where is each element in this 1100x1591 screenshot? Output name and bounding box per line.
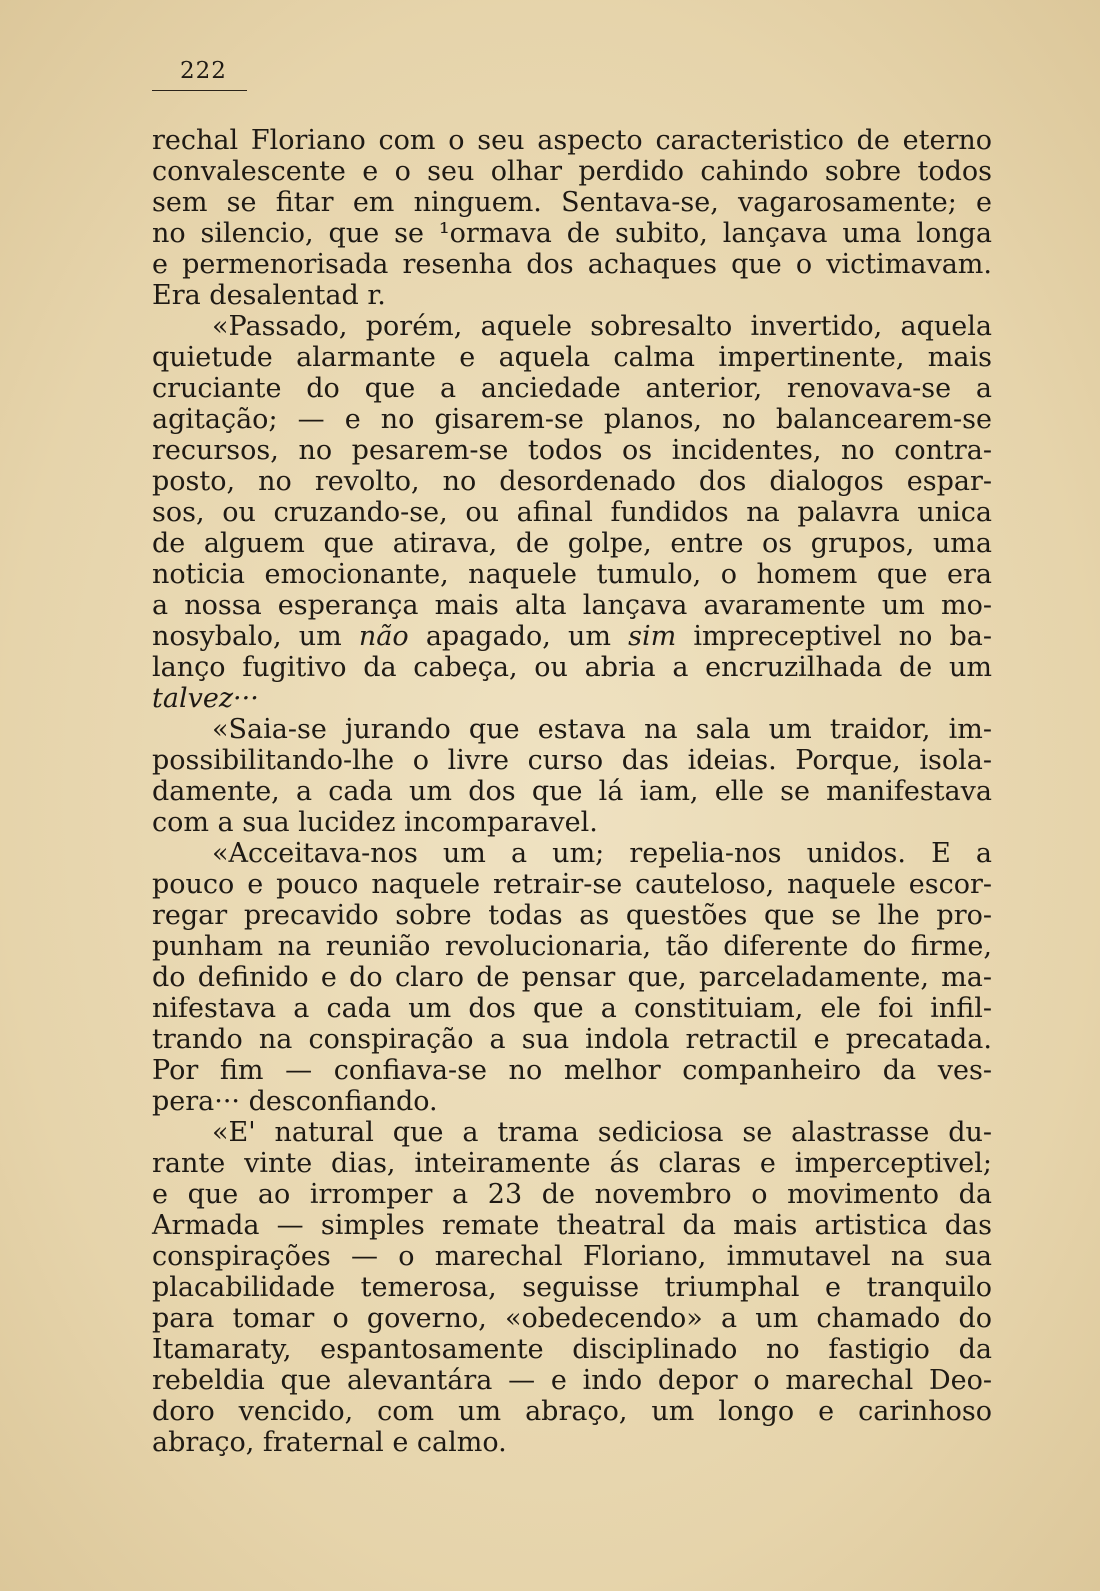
text-segment: e permenorisada resenha dos achaques que o victimavam. bbox=[152, 249, 992, 280]
text-line bbox=[152, 776, 992, 807]
text-segment: e que ao irromper a 23 de novembro o movimento da bbox=[152, 1179, 992, 1210]
text-line bbox=[152, 1365, 992, 1396]
text-line bbox=[152, 249, 992, 280]
text-line bbox=[152, 993, 992, 1024]
text-line bbox=[152, 590, 992, 621]
text-segment: abraço, fraternal e calmo. bbox=[152, 1427, 507, 1458]
text-line bbox=[152, 466, 992, 497]
text-segment: rebeldia que alevantára — e indo depor o marechal Deo- bbox=[152, 1365, 992, 1396]
text-line bbox=[152, 1396, 992, 1427]
text-segment: nifestava a cada um dos que a constituiam, ele foi infil- bbox=[152, 993, 992, 1024]
text-segment: possibilitando-lhe o livre curso das ideias. Porque, isola- bbox=[152, 745, 992, 776]
text-segment: para tomar o governo, «obedecendo» a um chamado do bbox=[152, 1303, 992, 1334]
text-segment: rechal Floriano com o seu aspecto caracteristico de eterno bbox=[152, 125, 992, 156]
text-segment: convalescente e o seu olhar perdido cahindo sobre todos bbox=[152, 156, 992, 187]
text-segment: cruciante do que a anciedade anterior, renovava-se a bbox=[152, 373, 992, 404]
text-line bbox=[152, 714, 992, 745]
text-line bbox=[152, 1334, 992, 1365]
text-line bbox=[152, 311, 992, 342]
text-segment: com a sua lucidez incomparavel. bbox=[152, 807, 598, 838]
text-segment: de alguem que atirava, de golpe, entre os grupos, uma bbox=[152, 528, 992, 559]
text-line bbox=[152, 1303, 992, 1334]
text-line bbox=[152, 1117, 992, 1148]
body-text bbox=[152, 125, 992, 1458]
italic-word: sim bbox=[628, 621, 677, 652]
text-segment: lanço fugitivo da cabeça, ou abria a encruzilhada de um bbox=[152, 652, 992, 683]
text-line bbox=[152, 1148, 992, 1179]
text-segment: a nossa esperança mais alta lançava avaramente um mo- bbox=[152, 590, 992, 621]
text-line bbox=[152, 156, 992, 187]
text-line bbox=[152, 373, 992, 404]
page-number: 222 bbox=[180, 58, 227, 84]
text-line bbox=[152, 1427, 992, 1458]
text-segment: agitação; — e no gisarem-se planos, no balancearem-se bbox=[152, 404, 992, 435]
text-segment: Por fim — confiava-se no melhor companheiro da ves- bbox=[152, 1055, 992, 1086]
text-segment: placabilidade temerosa, seguisse triumphal e tranquilo bbox=[152, 1272, 992, 1303]
text-line bbox=[152, 1024, 992, 1055]
text-line bbox=[152, 652, 992, 683]
text-line bbox=[152, 931, 992, 962]
text-line bbox=[152, 838, 992, 869]
text-segment: recursos, no pesarem-se todos os incidentes, no contra- bbox=[152, 435, 992, 466]
header-rule bbox=[152, 90, 247, 91]
text-segment: posto, no revolto, no desordenado dos dialogos espar- bbox=[152, 466, 992, 497]
text-line bbox=[152, 187, 992, 218]
text-segment: no silencio, que se ¹ormava de subito, lançava uma longa bbox=[152, 218, 992, 249]
text-line bbox=[152, 497, 992, 528]
text-segment: nosybalo, um bbox=[152, 621, 359, 652]
text-segment: «E' natural que a trama sediciosa se alastrasse du- bbox=[212, 1117, 992, 1148]
text-line bbox=[152, 1241, 992, 1272]
text-line bbox=[152, 1179, 992, 1210]
book-page bbox=[152, 56, 992, 1458]
text-segment: conspirações — o marechal Floriano, immutavel na sua bbox=[152, 1241, 992, 1272]
text-segment: sem se fitar em ninguem. Sentava-se, vagarosamente; e bbox=[152, 187, 992, 218]
text-segment: quietude alarmante e aquela calma impertinente, mais bbox=[152, 342, 992, 373]
text-segment: «Saia-se jurando que estava na sala um traidor, im- bbox=[212, 714, 992, 745]
text-segment: «Acceitava-nos um a um; repelia-nos unidos. E a bbox=[212, 838, 992, 869]
text-line bbox=[152, 528, 992, 559]
text-segment: «Passado, porém, aquele sobresalto invertido, aquela bbox=[212, 311, 992, 342]
text-segment: regar precavido sobre todas as questões que se lhe pro- bbox=[152, 900, 992, 931]
text-segment: damente, a cada um dos que lá iam, elle se manifestava bbox=[152, 776, 992, 807]
text-segment: noticia emocionante, naquele tumulo, o homem que era bbox=[152, 559, 992, 590]
text-line bbox=[152, 404, 992, 435]
text-line bbox=[152, 900, 992, 931]
text-line bbox=[152, 807, 992, 838]
text-line bbox=[152, 1272, 992, 1303]
text-segment: Era desalentad r. bbox=[152, 280, 386, 311]
text-line bbox=[152, 1086, 992, 1117]
text-segment: punham na reunião revolucionaria, tão diferente do firme, bbox=[152, 931, 992, 962]
text-segment: impreceptivel no ba- bbox=[676, 621, 992, 652]
text-line bbox=[152, 218, 992, 249]
text-line bbox=[152, 1210, 992, 1241]
text-segment: apagado, um bbox=[408, 621, 629, 652]
text-line bbox=[152, 435, 992, 466]
text-line bbox=[152, 1055, 992, 1086]
text-segment: Armada — simples remate theatral da mais artistica das bbox=[152, 1210, 992, 1241]
text-line bbox=[152, 745, 992, 776]
text-line bbox=[152, 621, 992, 652]
text-segment: Itamaraty, espantosamente disciplinado no fastigio da bbox=[152, 1334, 992, 1365]
text-segment: rante vinte dias, inteiramente ás claras e imperceptivel; bbox=[152, 1148, 992, 1179]
text-segment: pera··· desconfiando. bbox=[152, 1086, 438, 1117]
text-segment: sos, ou cruzando-se, ou afinal fundidos na palavra unica bbox=[152, 497, 992, 528]
text-line bbox=[152, 962, 992, 993]
text-segment: trando na conspiração a sua indola retractil e precatada. bbox=[152, 1024, 992, 1055]
italic-word: talvez··· bbox=[152, 683, 259, 714]
italic-word: não bbox=[358, 621, 409, 652]
text-line bbox=[152, 125, 992, 156]
text-segment: do definido e do claro de pensar que, parceladamente, ma- bbox=[152, 962, 992, 993]
text-segment: doro vencido, com um abraço, um longo e carinhoso bbox=[152, 1396, 992, 1427]
text-line bbox=[152, 869, 992, 900]
text-line bbox=[152, 559, 992, 590]
text-line bbox=[152, 280, 992, 311]
text-segment: pouco e pouco naquele retrair-se cauteloso, naquele escor- bbox=[152, 869, 992, 900]
text-line bbox=[152, 683, 992, 714]
text-line bbox=[152, 342, 992, 373]
